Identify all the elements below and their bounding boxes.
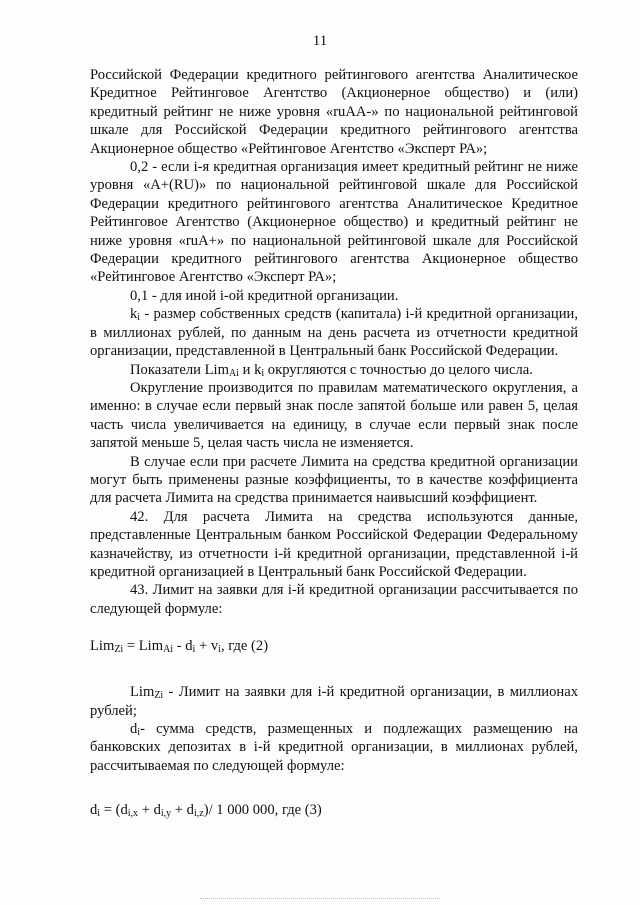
page-number: 11 bbox=[312, 33, 328, 49]
subscript: i,x bbox=[127, 808, 139, 820]
subscript: Zi bbox=[154, 690, 164, 702]
text-run: + v bbox=[195, 638, 219, 655]
paragraph-highest-coefficient: В случае если при расчете Лимита на средства кредитной организации могут быть применены разные коэффициенты, то в качестве коэффициента для расчета Лимита на средства принимается наивысший коэффициент. bbox=[90, 453, 578, 507]
subscript: Zi bbox=[114, 644, 124, 656]
text-run: Показатели Lim bbox=[130, 361, 229, 378]
subscript: i,y bbox=[160, 808, 172, 820]
paragraph-42: 42. Для расчета Лимита на средства используются данные, представленные Центральным банком Российской Федерации Федеральному казначейству, из отчетности i-й кредитной организации, представленной i-й кредитной организацией в Центральный банк Российской Федерации. bbox=[90, 508, 578, 580]
ki-text: - размер собственных средств (капитала) i-й кредитной организации, в миллионах рублей, по данным на день расчета из отчетности кредитной организации, представленной в Центральный банк Российской Федерации. bbox=[90, 306, 578, 360]
text-run: = Lim bbox=[123, 638, 164, 655]
ki-subscript: i bbox=[137, 312, 141, 324]
paragraph-43: 43. Лимит на заявки для i-й кредитной организации рассчитывается по следующей формуле: bbox=[90, 582, 578, 617]
paragraph-ki-definition bbox=[90, 305, 578, 360]
text-run: - d bbox=[173, 638, 193, 655]
paragraph-coef-0-2: 0,2 - если i-я кредитная организация имеет кредитный рейтинг не ниже уровня «A+(RU)» по национальной рейтинговой шкале для Российской Федерации кредитного рейтингового агентства Аналитическое Кредитное Рейтинговое Агентство (Акционерное общество) и кредитный рейтинг не ниже уровня «ruA+» по национальной рейтинговой шкале для Российской Федерации кредитного рейтингового агентства Акционерное общество «Рейтинговое Агентство «Эксперт РА»; bbox=[90, 159, 578, 286]
subscript: i bbox=[218, 644, 221, 656]
formula-2 bbox=[90, 637, 578, 656]
paragraph-rating-continued: Российской Федерации кредитного рейтингового агентства Аналитическое Кредитное Рейтинговое Агентство (Акционерное общество) и (или) кредитный рейтинг не ниже уровня «ruAA-» по национальной рейтинговой шкале для Российской Федерации кредитного рейтингового агентства Акционерное общество «Рейтинговое Агентство «Эксперт РА»; bbox=[90, 67, 578, 157]
subscript: i bbox=[192, 644, 196, 656]
text-run: округляются с точностью до целого числа. bbox=[264, 361, 533, 378]
subscript: i bbox=[97, 808, 101, 820]
spacer bbox=[90, 656, 578, 683]
paragraph-di-definition bbox=[90, 720, 578, 775]
spacer bbox=[90, 775, 578, 801]
paragraph-rounding-rules: Округление производится по правилам математического округления, а именно: в случае если первый знак после запятой больше или равен 5, целая часть числа увеличивается на единицу, в случае если первый знак после запятой меньше 5, целая часть числа не изменяется. bbox=[90, 379, 578, 452]
text-run: - сумма средств, размещенных и подлежащих размещению на банковских депозитах в i-й кредитной организации, в миллионах рублей, рассчитываемая по следующей формуле: bbox=[90, 721, 578, 774]
text-run: = (d bbox=[100, 802, 128, 819]
text-run: - Лимит на заявки для i-й кредитной организации, в миллионах рублей; bbox=[90, 684, 578, 719]
text-run: и k bbox=[238, 361, 262, 378]
text-run: Lim bbox=[90, 638, 115, 655]
subscript: i,z bbox=[193, 808, 204, 820]
subscript: i bbox=[137, 727, 141, 738]
text-run: + d bbox=[171, 802, 194, 819]
subscript: Ai bbox=[163, 644, 174, 656]
paragraph-limzi-definition bbox=[90, 683, 578, 720]
formula-3 bbox=[90, 801, 578, 820]
text-run: d bbox=[90, 802, 98, 819]
scan-artifact bbox=[200, 898, 440, 901]
text-run: Lim bbox=[130, 684, 155, 701]
paragraph-rounding-indicators bbox=[90, 361, 578, 379]
paragraph-coef-0-1: 0,1 - для иной i-ой кредитной организации. bbox=[130, 287, 399, 304]
spacer bbox=[90, 618, 578, 637]
text-run: + d bbox=[138, 802, 161, 819]
text-run: d bbox=[130, 721, 138, 737]
subscript: Ai bbox=[228, 367, 239, 379]
subscript: i bbox=[261, 367, 265, 379]
text-run: )/ 1 000 000, где (3) bbox=[203, 802, 322, 819]
ki-symbol: k bbox=[130, 306, 138, 323]
document-body bbox=[90, 66, 578, 820]
text-run: , где (2) bbox=[220, 638, 269, 655]
